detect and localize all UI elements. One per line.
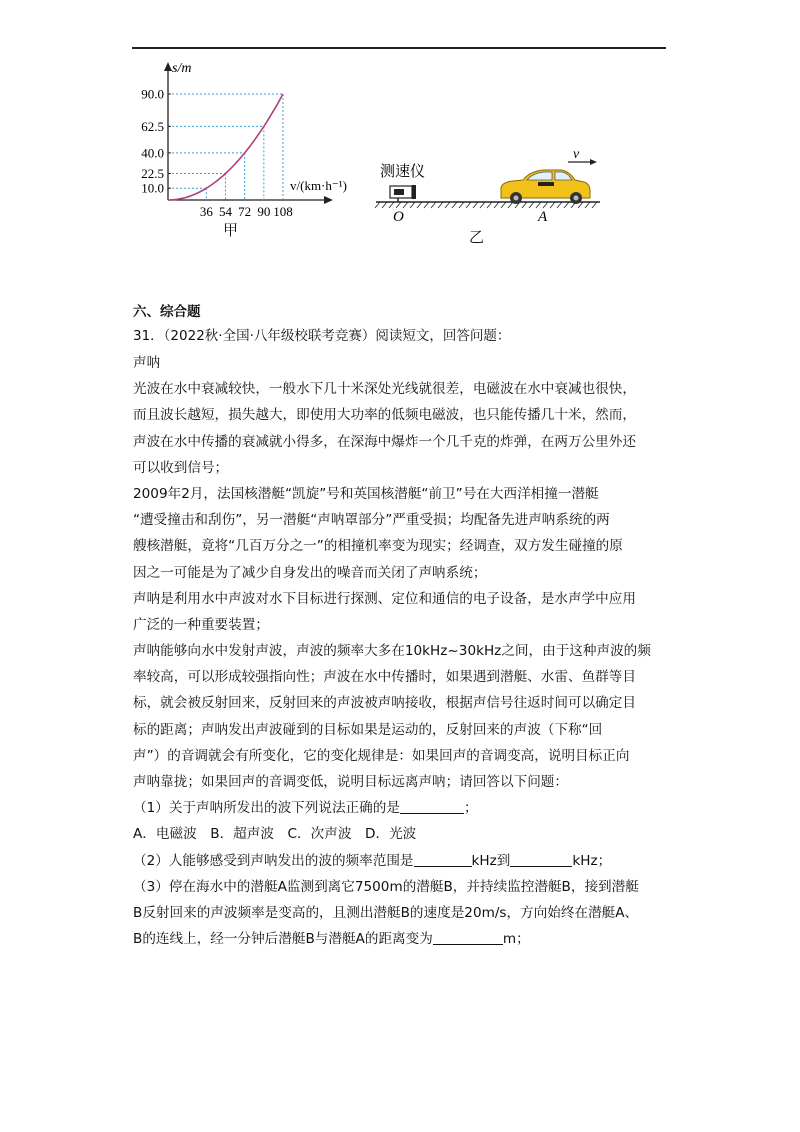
point-a-label: A [538, 209, 548, 225]
passage-line: 因之一可能是为了减少自身发出的噪音而关闭了声呐系统； [133, 564, 487, 581]
ground-hatch [375, 202, 597, 208]
hatch-mark [459, 202, 464, 208]
q1-options: A．电磁波 B．超声波 C．次声波 D．光波 [133, 826, 417, 843]
passage-line: “遭受撞击和刮伤”，另一潜艇“声呐罩部分”严重受损；均配备先进声呐系统的两 [133, 512, 610, 529]
hatch-mark [543, 202, 548, 208]
question-3-end [133, 926, 678, 952]
q3-line: （3）停在海水中的潜艇A监测到离它7500m的潜艇B，并持续监控潜艇B，接到潜艇 [133, 878, 639, 895]
hatch-mark [536, 202, 541, 208]
hatch-mark [529, 202, 534, 208]
speed-meter-scene [368, 150, 608, 225]
x-tick-label: 54 [219, 204, 232, 219]
hatch-mark [550, 202, 555, 208]
hatch-mark [403, 202, 408, 208]
hatch-mark [592, 202, 597, 208]
figure-a-caption: 甲 [223, 221, 239, 239]
passage-line: 声呐 [133, 355, 161, 371]
hatch-mark [508, 202, 513, 208]
passage-line: 2009年2月，法国核潜艇“凯旋”号和英国核潜艇“前卫”号在大西洋相撞一潜艇 [133, 485, 599, 502]
q2-answer-blank-1[interactable] [414, 851, 472, 867]
q1-end: ； [463, 800, 478, 817]
hatch-mark [501, 202, 506, 208]
y-tick-label: 90.0 [141, 86, 164, 102]
device-label: 测速仪 [380, 162, 426, 180]
q3-line: B反射回来的声波频率是变高的，且测出潜艇B的速度是20m/s，方向始终在潜艇A、 [133, 904, 639, 921]
hatch-mark [410, 202, 415, 208]
y-tick-label: 40.0 [141, 145, 164, 161]
hatch-mark [487, 202, 492, 208]
x-tick-labels [200, 204, 293, 219]
x-axis-arrow [324, 196, 333, 204]
hatch-mark [389, 202, 394, 208]
x-tick-label: 72 [238, 204, 252, 219]
velocity-label: v [573, 150, 580, 162]
point-o-label: O [393, 209, 404, 225]
s-v-chart [130, 58, 350, 243]
question-header: 31．（2022秋·全国·八年级校联考竞赛）阅读短文，回答问题： [133, 328, 511, 344]
speed-meter-icon [390, 185, 416, 202]
q1-answer-blank[interactable] [400, 798, 464, 814]
hatch-mark [438, 202, 443, 208]
hatch-mark [466, 202, 471, 208]
hatch-mark [522, 202, 527, 208]
hatch-mark [382, 202, 387, 208]
passage-line: 广泛的一种重要装置； [133, 616, 269, 633]
s-v-curve [168, 94, 283, 200]
passage-line: 声”）的音调就会有所变化，它的变化规律是：如果回声的音调变高，说明目标正向 [133, 747, 630, 764]
q2-end: kHz； [572, 852, 612, 869]
passage-line: 标的距离；声呐发出声波碰到的目标如果是运动的，反射回来的声波（下称“回 [133, 721, 603, 738]
y-axis-arrow [164, 62, 172, 71]
q3-answer-blank[interactable] [433, 929, 503, 945]
y-tick-label: 62.5 [141, 118, 164, 134]
car-icon [501, 170, 590, 204]
q1-text: （1）关于声呐所发出的波下列说法正确的是 [133, 800, 400, 817]
x-tick-label: 108 [273, 204, 293, 219]
hatch-mark [424, 202, 429, 208]
figure-b-caption: 乙 [469, 228, 485, 246]
guide-lines [168, 94, 283, 200]
passage-line: 声呐是利用水中声波对水下目标进行探测、定位和通信的电子设备，是水声学中应用 [133, 590, 636, 607]
passage-line: 率较高，可以形成较强指向性；声波在水中传播时，如果遇到潜艇、水雷、鱼群等目 [133, 669, 636, 686]
hatch-mark [473, 202, 478, 208]
passage-line: 声波在水中传播的衰减就小得多，在深海中爆炸一个几千克的炸弹，在两万公里外还 [133, 433, 636, 450]
question-2 [133, 848, 678, 874]
y-tick-labels [141, 87, 164, 196]
hatch-mark [585, 202, 590, 208]
x-tick-label: 36 [199, 204, 213, 219]
q3-end: m； [502, 931, 530, 948]
passage-line: 声呐靠拢；如果回声的音调变低，说明目标远离声呐；请回答以下问题： [133, 774, 568, 790]
hatch-mark [557, 202, 562, 208]
question-body [133, 350, 678, 952]
y-axis-label: s/m [172, 61, 192, 76]
hatch-mark [480, 202, 485, 208]
passage-line: 可以收到信号； [133, 459, 229, 476]
hatch-mark [396, 202, 401, 208]
q2-answer-blank-2[interactable] [510, 851, 572, 867]
section-title: 六、综合题 [133, 304, 201, 320]
hatch-mark [375, 202, 380, 208]
hatch-mark [445, 202, 450, 208]
hatch-mark [431, 202, 436, 208]
hatch-mark [452, 202, 457, 208]
hatch-mark [417, 202, 422, 208]
q3-text: B的连线上，经一分钟后潜艇B与潜艇A的距离变为 [133, 931, 433, 948]
hatch-mark [494, 202, 499, 208]
passage-line: 标，就会被反射回来，反射回来的声波被声呐接收，根据声信号往返时间可以确定目 [133, 695, 636, 712]
y-tick-label: 22.5 [141, 166, 164, 181]
passage-line: 声呐能够向水中发射声波，声波的频率大多在10kHz~30kHz之间，由于这种声波的频 [133, 643, 651, 660]
q2-text: （2）人能够感受到声呐发出的波的频率范围是 [133, 852, 414, 869]
passage-line: 光波在水中衰减较快，一般水下几十米深处光线就很差，电磁波在水中衰减也很快， [133, 381, 636, 398]
question-1 [133, 795, 678, 821]
y-tick-label: 10.0 [141, 180, 164, 196]
x-axis-label: v/(km·h⁻¹) [290, 178, 347, 193]
passage-line: 艘核潜艇，竟将“几百万分之一”的相撞机率变为现实；经调查，双方发生碰撞的原 [133, 538, 623, 555]
passage-line: 而且波长越短，损失越大，即使用大功率的低频电磁波，也只能传播几十米，然而， [133, 407, 636, 424]
header-rule [132, 47, 666, 49]
q2-mid: kHz到 [471, 852, 511, 869]
x-tick-label: 90 [257, 204, 271, 219]
hatch-mark [564, 202, 569, 208]
